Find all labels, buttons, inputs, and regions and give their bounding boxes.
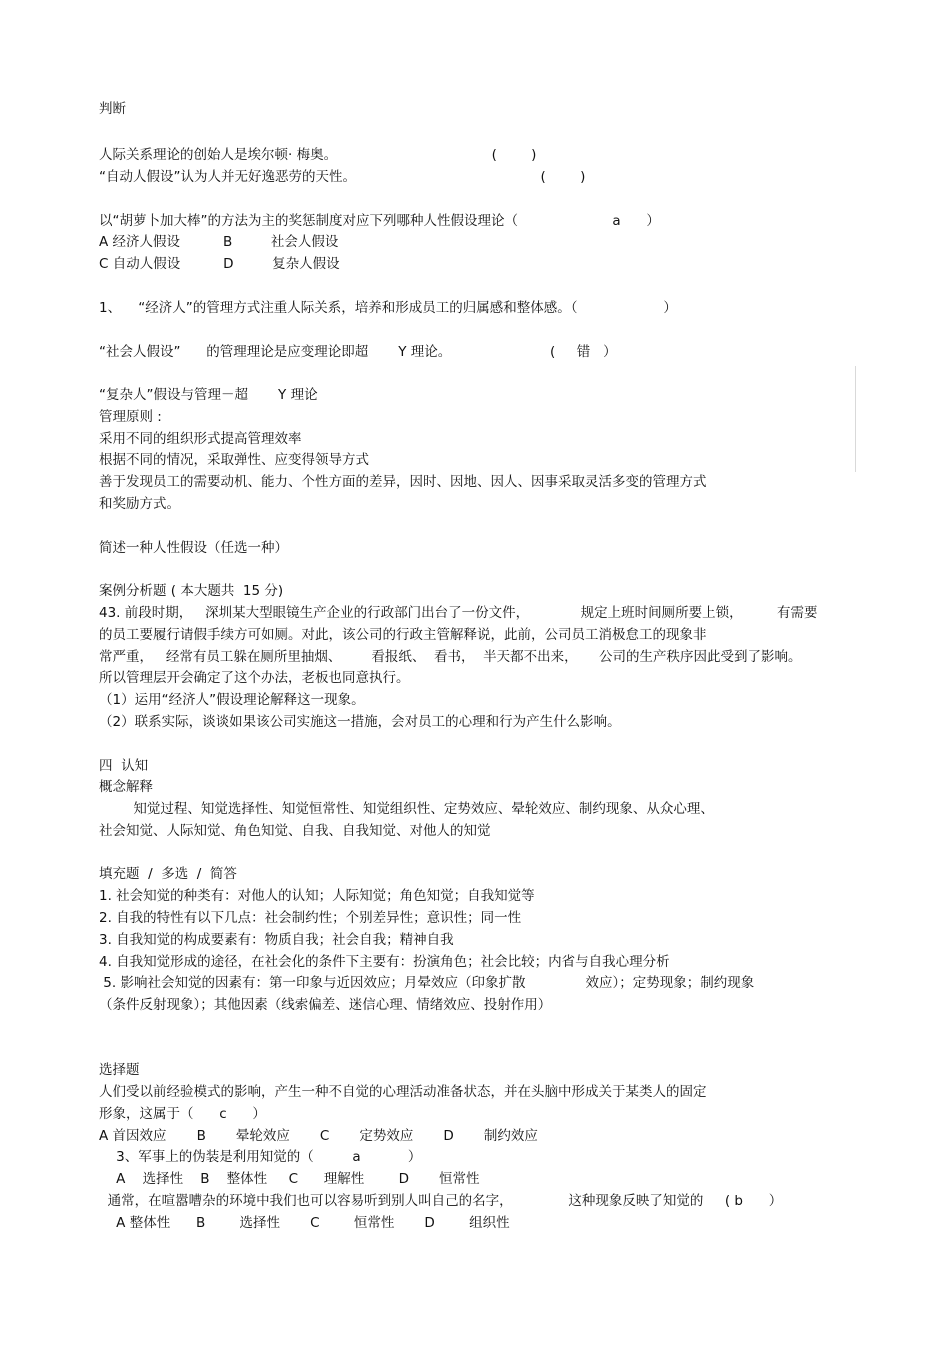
text-line: “复杂人”假设与管理－超 Y 理论 [99, 387, 318, 403]
option-line: A 整体性 B 选择性 C 恒常性 D 组织性 [99, 1215, 510, 1231]
section-title-judgment: 判断 [99, 101, 126, 117]
option-line: A 经济人假设 B 社会人假设 [99, 234, 339, 250]
text-line: （2）联系实际，谈谈如果该公司实施这一措施，会对员工的心理和行为产生什么影响。 [99, 714, 621, 730]
text-line: 善于发现员工的需要动机、能力、个性方面的差异，因时、因地、因人、因事采取灵活多变的管理方式 [99, 474, 707, 490]
text-line: 管理原则 : [99, 409, 162, 425]
text-line: （条件反射现象）；其他因素（线索偏差、迷信心理、情绪效应、投射作用） [99, 997, 552, 1013]
text-line: 根据不同的情况，采取弹性、应变得领导方式 [99, 452, 369, 468]
text-line: 常严重， 经常有员工躲在厕所里抽烟、 看报纸、 看书， 半天都不出来， 公司的生产秩序因此受到了影响。 [99, 649, 802, 665]
text-line: 2. 自我的特性有以下几点：社会制约性；个别差异性；意识性；同一性 [99, 910, 522, 926]
text-line: 43. 前段时期， 深圳某大型眼镜生产企业的行政部门出台了一份文件， 规定上班时间厕所要上锁， 有需要 [99, 605, 818, 621]
section-title-choice: 选择题 [99, 1062, 140, 1078]
text-line: 知觉过程、知觉选择性、知觉恒常性、知觉组织性、定势效应、晕轮效应、制约现象、从众心理、 [99, 801, 714, 817]
text-line: 简述一种人性假设（任选一种） [99, 540, 288, 556]
section-title-case: 案例分析题 ( 本大题共 15 分) [99, 583, 284, 599]
text-line: 3. 自我知觉的构成要素有：物质自我；社会自我；精神自我 [99, 932, 454, 948]
text-line: 1. 社会知觉的种类有：对他人的认知；人际知觉；角色知觉；自我知觉等 [99, 888, 535, 904]
text-line: 概念解释 [99, 779, 153, 795]
question-line: 1、 “经济人”的管理方式注重人际关系，培养和形成员工的归属感和整体感。（ ） [99, 300, 677, 316]
text-line: 的员工要履行请假手续方可如厕。对此，该公司的行政主管解释说，此前，公司员工消极怠工的现象非 [99, 627, 707, 643]
text-line: （1）运用“经济人”假设理论解释这一现象。 [99, 692, 365, 708]
text-line: 和奖励方式。 [99, 496, 180, 512]
question-line: 3、军事上的伪装是利用知觉的（ a ） [99, 1149, 422, 1165]
question-line: 人际关系理论的创始人是埃尔顿· 梅奥。 ( ) [99, 147, 537, 163]
question-line: “自动人假设”认为人并无好逸恶劳的天性。 ( ) [99, 169, 586, 185]
text-line: 人们受以前经验模式的影响，产生一种不自觉的心理活动准备状态，并在头脑中形成关于某类人的固定 [99, 1084, 707, 1100]
section-title-cognition: 四 认知 [99, 758, 149, 774]
text-line: 所以管理层开会确定了这个办法，老板也同意执行。 [99, 670, 410, 686]
text-line: 填充题 / 多选 / 简答 [99, 866, 237, 882]
text-line: 形象，这属于（ c ） [99, 1106, 266, 1122]
question-line: “社会人假设” 的管理理论是应变理论即超 Y 理论。 ( 错 ） [99, 344, 617, 360]
text-line: 采用不同的组织形式提高管理效率 [99, 431, 302, 447]
vertical-divider [855, 366, 856, 472]
text-line: 社会知觉、人际知觉、角色知觉、自我、自我知觉、对他人的知觉 [99, 823, 491, 839]
text-line: 5. 影响社会知觉的因素有：第一印象与近因效应；月晕效应（印象扩散 效应）；定势现象；制约现象 [99, 975, 755, 991]
question-line: 通常，在喧嚣嘈杂的环境中我们也可以容易听到别人叫自己的名字， 这种现象反映了知觉的 ( b ） [99, 1193, 783, 1209]
text-line: 4. 自我知觉形成的途径，在社会化的条件下主要有：扮演角色；社会比较；内省与自我心理分析 [99, 954, 670, 970]
option-line: A 首因效应 B 晕轮效应 C 定势效应 D 制约效应 [99, 1128, 538, 1144]
question-line: 以“胡萝卜加大棒”的方法为主的奖惩制度对应下列哪种人性假设理论（ a ） [99, 213, 660, 229]
option-line: A 选择性 B 整体性 C 理解性 D 恒常性 [99, 1171, 480, 1187]
option-line: C 自动人假设 D 复杂人假设 [99, 256, 340, 272]
